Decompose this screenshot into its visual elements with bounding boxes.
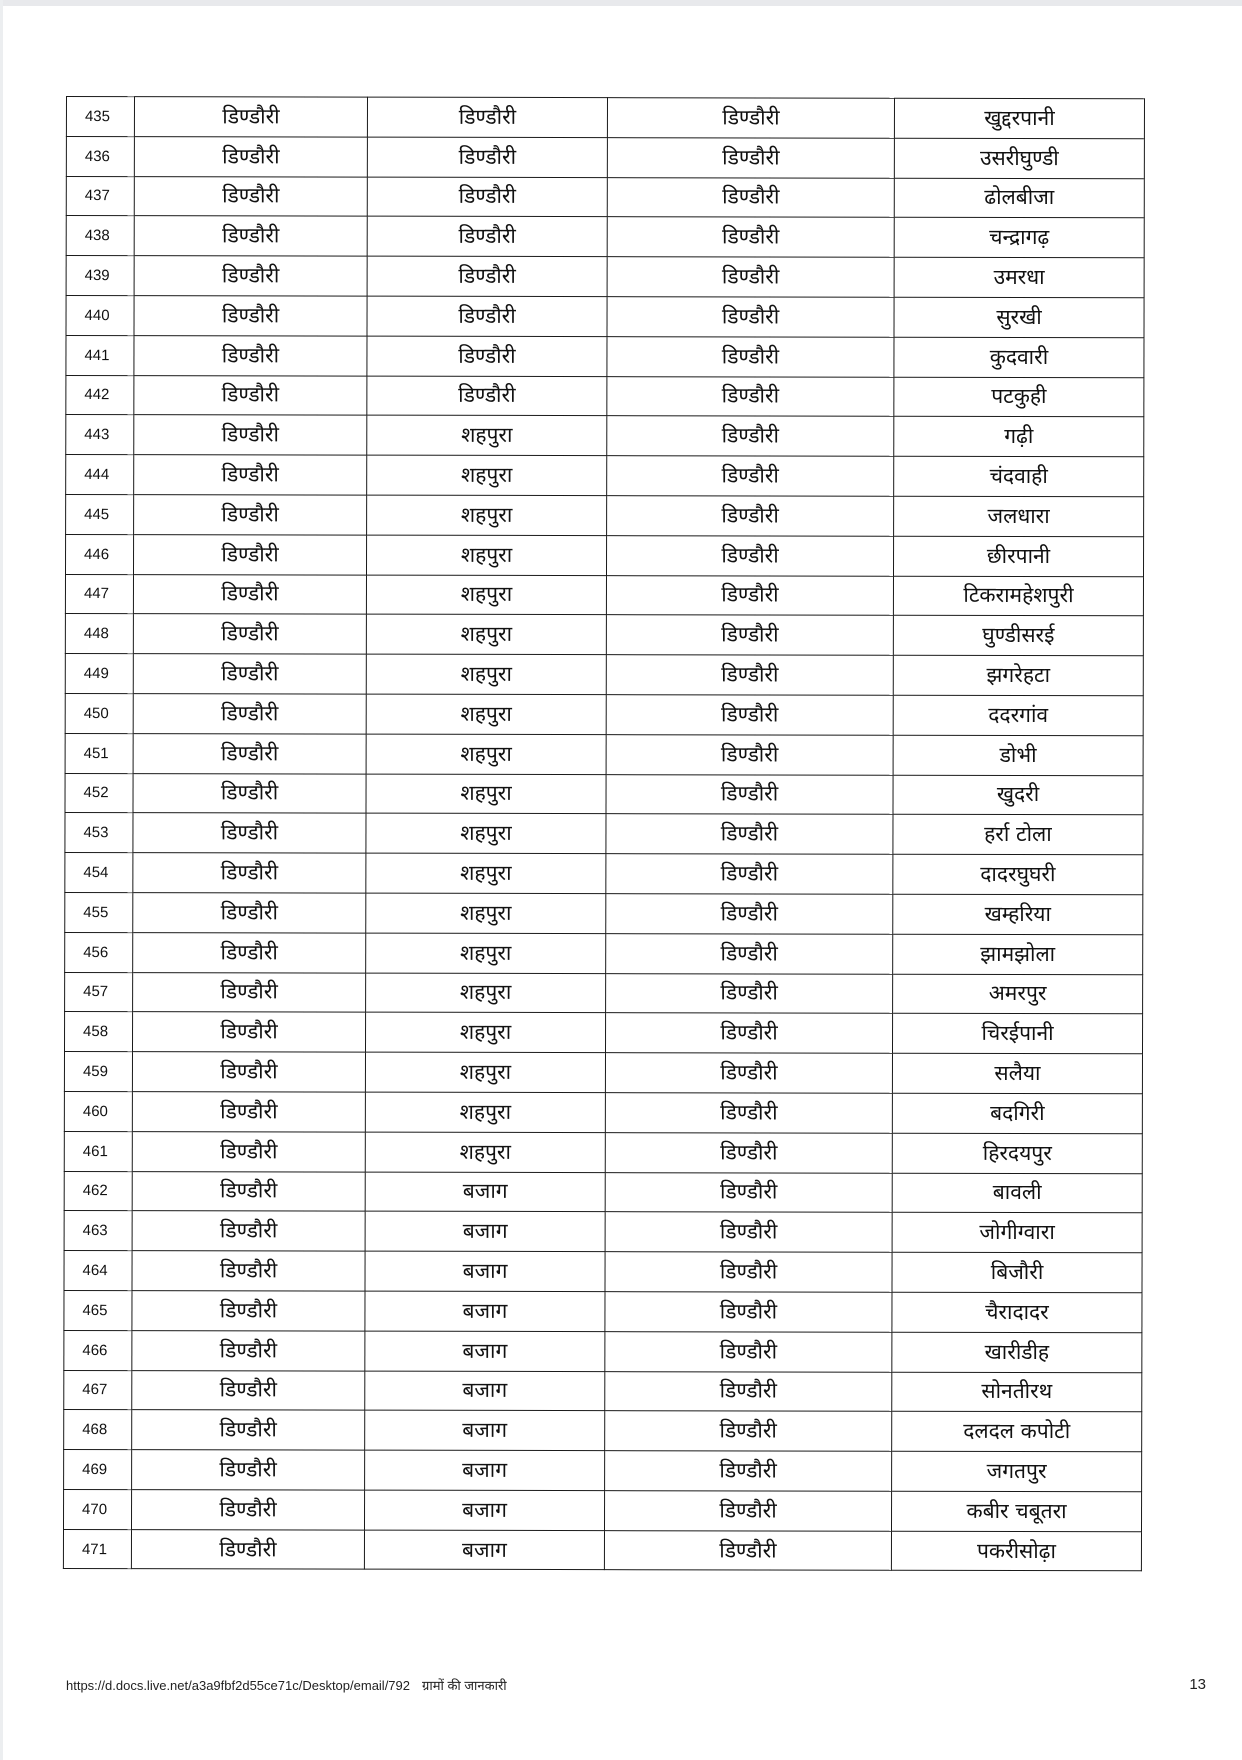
block-cell: शहपुरा	[365, 1052, 605, 1092]
table-row	[64, 1251, 1142, 1293]
block-cell: शहपुरा	[366, 694, 606, 734]
assembly-cell: डिण्डौरी	[607, 496, 894, 536]
serial-number-cell: 455	[65, 892, 133, 932]
block-cell: शहपुरा	[366, 614, 606, 654]
assembly-cell: डिण्डौरी	[606, 695, 893, 735]
block-cell: डिण्डौरी	[367, 137, 607, 177]
district-cell: डिण्डौरी	[133, 534, 366, 574]
assembly-cell: डिण्डौरी	[606, 575, 893, 615]
district-cell: डिण्डौरी	[133, 614, 366, 654]
serial-number-cell: 442	[66, 375, 134, 415]
village-cell: चिरईपानी	[892, 1014, 1142, 1054]
table-row	[64, 1330, 1142, 1372]
assembly-cell: डिण्डौरी	[606, 535, 893, 575]
district-cell: डिण्डौरी	[132, 1171, 365, 1211]
serial-number-cell: 445	[66, 494, 134, 534]
village-cell: सलैया	[892, 1053, 1142, 1093]
village-table-container	[63, 96, 1144, 1572]
serial-number-cell: 458	[64, 1012, 132, 1052]
block-cell: शहपुरा	[366, 813, 606, 853]
page-number: 13	[1189, 1676, 1206, 1693]
block-cell: शहपुरा	[366, 853, 606, 893]
block-cell: बजाग	[365, 1211, 605, 1251]
assembly-cell: डिण्डौरी	[604, 1530, 891, 1570]
block-cell: शहपुरा	[366, 575, 606, 615]
district-cell: डिण्डौरी	[134, 176, 367, 216]
village-cell: खुदरी	[893, 775, 1143, 815]
block-cell: शहपुरा	[366, 654, 606, 694]
village-cell: चन्द्रागढ़	[894, 218, 1144, 258]
block-cell: डिण्डौरी	[367, 217, 607, 257]
village-cell: हिरदयपुर	[892, 1133, 1142, 1173]
footer	[66, 1676, 507, 1694]
table-row	[64, 1211, 1142, 1253]
village-cell: पटकुही	[894, 377, 1144, 417]
table-row	[66, 295, 1144, 337]
table-row	[66, 455, 1144, 497]
district-cell: डिण्डौरी	[134, 375, 367, 415]
district-cell: डिण्डौरी	[132, 1012, 365, 1052]
assembly-cell: डिण्डौरी	[606, 854, 893, 894]
assembly-cell: डिण्डौरी	[606, 615, 893, 655]
serial-number-cell: 437	[66, 176, 134, 216]
table-row	[65, 853, 1143, 895]
village-cell: दादरघुघरी	[893, 854, 1143, 894]
block-cell: बजाग	[364, 1530, 604, 1570]
assembly-cell: डिण्डौरी	[605, 1013, 892, 1053]
table-row	[64, 1012, 1142, 1054]
block-cell: डिण्डौरी	[367, 336, 607, 376]
village-cell: गढ़ी	[894, 417, 1144, 457]
assembly-cell: डिण्डौरी	[605, 1451, 892, 1491]
table-row	[64, 1290, 1142, 1332]
assembly-cell: डिण्डौरी	[606, 973, 893, 1013]
village-cell: झगरेहटा	[893, 655, 1143, 695]
block-cell: शहपुरा	[367, 495, 607, 535]
block-cell: बजाग	[365, 1331, 605, 1371]
district-cell: डिण्डौरी	[132, 1410, 365, 1450]
village-cell: खुद्दरपानी	[894, 98, 1144, 138]
assembly-cell: डिण्डौरी	[607, 376, 894, 416]
district-cell: डिण्डौरी	[132, 1211, 365, 1251]
block-cell: डिण्डौरी	[367, 97, 607, 137]
serial-number-cell: 438	[66, 216, 134, 256]
village-cell: सुरखी	[894, 297, 1144, 337]
table-row	[65, 813, 1143, 855]
assembly-cell: डिण्डौरी	[604, 1491, 891, 1531]
block-cell: डिण्डौरी	[367, 177, 607, 217]
district-cell: डिण्डौरी	[134, 216, 367, 256]
district-cell: डिण्डौरी	[134, 415, 367, 455]
footer-url: https://d.docs.live.net/a3a9fbf2d55ce71c/Desktop/email/792	[66, 1678, 410, 1693]
serial-number-cell: 468	[64, 1410, 132, 1450]
table-row	[65, 892, 1143, 934]
serial-number-cell: 441	[66, 335, 134, 375]
district-cell: डिण्डौरी	[132, 1092, 365, 1132]
district-cell: डिण्डौरी	[134, 296, 367, 336]
table-row	[66, 97, 1144, 139]
assembly-cell: डिण्डौरी	[607, 336, 894, 376]
block-cell: शहपुरा	[367, 455, 607, 495]
district-cell: डिण्डौरी	[133, 932, 366, 972]
district-cell: डिण्डौरी	[134, 455, 367, 495]
block-cell: शहपुरा	[366, 774, 606, 814]
district-cell: डिण्डौरी	[133, 773, 366, 813]
table-row	[65, 733, 1143, 775]
table-row	[64, 1052, 1142, 1094]
village-cell: उसरीघुण्डी	[894, 138, 1144, 178]
district-cell: डिण्डौरी	[134, 335, 367, 375]
serial-number-cell: 449	[65, 654, 133, 694]
assembly-cell: डिण्डौरी	[605, 1132, 892, 1172]
serial-number-cell: 470	[63, 1489, 131, 1529]
table-row	[66, 136, 1144, 178]
assembly-cell: डिण्डौरी	[606, 894, 893, 934]
assembly-cell: डिण्डौरी	[607, 416, 894, 456]
serial-number-cell: 435	[66, 97, 134, 137]
village-cell: जलधारा	[894, 496, 1144, 536]
serial-number-cell: 457	[65, 972, 133, 1012]
block-cell: डिण्डौरी	[367, 376, 607, 416]
village-cell: दलदल कपोटी	[892, 1412, 1142, 1452]
district-cell: डिण्डौरी	[132, 1251, 365, 1291]
district-cell: डिण्डौरी	[133, 654, 366, 694]
village-cell: ढोलबीजा	[894, 178, 1144, 218]
table-row	[66, 375, 1144, 417]
table-row	[65, 534, 1143, 576]
village-cell: घुण्डीसरई	[893, 616, 1143, 656]
assembly-cell: डिण्डौरी	[607, 98, 894, 138]
serial-number-cell: 436	[66, 136, 134, 176]
serial-number-cell: 446	[65, 534, 133, 574]
assembly-cell: डिण्डौरी	[606, 933, 893, 973]
serial-number-cell: 443	[66, 415, 134, 455]
district-cell: डिण्डौरी	[133, 972, 366, 1012]
village-cell: उमरधा	[894, 257, 1144, 297]
serial-number-cell: 469	[64, 1450, 132, 1490]
table-row	[66, 256, 1144, 298]
assembly-cell: डिण्डौरी	[607, 297, 894, 337]
district-cell: डिण्डौरी	[132, 1370, 365, 1410]
block-cell: बजाग	[364, 1490, 604, 1530]
assembly-cell: डिण्डौरी	[607, 177, 894, 217]
block-cell: बजाग	[365, 1450, 605, 1490]
assembly-cell: डिण्डौरी	[607, 137, 894, 177]
table-row	[66, 176, 1144, 218]
district-cell: डिण्डौरी	[133, 893, 366, 933]
serial-number-cell: 466	[64, 1330, 132, 1370]
block-cell: डिण्डौरी	[367, 256, 607, 296]
assembly-cell: डिण्डौरी	[606, 655, 893, 695]
village-table	[63, 96, 1145, 1572]
district-cell: डिण्डौरी	[134, 256, 367, 296]
district-cell: डिण्डौरी	[132, 1052, 365, 1092]
serial-number-cell: 447	[65, 574, 133, 614]
serial-number-cell: 439	[66, 256, 134, 296]
village-cell: जोगीग्वारा	[892, 1213, 1142, 1253]
table-row	[64, 1410, 1142, 1452]
serial-number-cell: 463	[64, 1211, 132, 1251]
serial-number-cell: 440	[66, 295, 134, 335]
village-table-body	[63, 97, 1144, 1572]
table-row	[66, 335, 1144, 377]
district-cell: डिण्डौरी	[133, 694, 366, 734]
district-cell: डिण्डौरी	[132, 1291, 365, 1331]
serial-number-cell: 451	[65, 733, 133, 773]
block-cell: शहपुरा	[365, 1132, 605, 1172]
block-cell: बजाग	[365, 1371, 605, 1411]
assembly-cell: डिण्डौरी	[605, 1053, 892, 1093]
block-cell: शहपुरा	[367, 416, 607, 456]
assembly-cell: डिण्डौरी	[605, 1212, 892, 1252]
footer-doc-title: ग्रामों की जानकारी	[422, 1678, 507, 1693]
block-cell: शहपुरा	[366, 535, 606, 575]
village-cell: छीरपानी	[893, 536, 1143, 576]
block-cell: शहपुरा	[365, 1012, 605, 1052]
serial-number-cell: 448	[65, 614, 133, 654]
assembly-cell: डिण्डौरी	[607, 456, 894, 496]
serial-number-cell: 462	[64, 1171, 132, 1211]
block-cell: बजाग	[365, 1410, 605, 1450]
assembly-cell: डिण्डौरी	[607, 217, 894, 257]
assembly-cell: डिण्डौरी	[606, 734, 893, 774]
village-cell: अमरपुर	[893, 974, 1143, 1014]
village-cell: कबीर चबूतरा	[891, 1491, 1141, 1531]
district-cell: डिण्डौरी	[133, 853, 366, 893]
serial-number-cell: 461	[64, 1131, 132, 1171]
serial-number-cell: 450	[65, 693, 133, 733]
table-row	[66, 415, 1144, 457]
village-cell: जगतपुर	[892, 1451, 1142, 1491]
district-cell: डिण्डौरी	[132, 1450, 365, 1490]
district-cell: डिण्डौरी	[134, 97, 367, 137]
village-cell: पकरीसोढ़ा	[891, 1531, 1141, 1571]
district-cell: डिण्डौरी	[131, 1529, 364, 1569]
village-cell: चैरादादर	[892, 1292, 1142, 1332]
block-cell: बजाग	[365, 1291, 605, 1331]
table-row	[65, 773, 1143, 815]
table-row	[64, 1450, 1142, 1492]
district-cell: डिण्डौरी	[133, 574, 366, 614]
village-cell: कुदवारी	[894, 337, 1144, 377]
village-cell: बावली	[892, 1173, 1142, 1213]
serial-number-cell: 471	[63, 1529, 131, 1569]
assembly-cell: डिण्डौरी	[605, 1411, 892, 1451]
table-row	[65, 932, 1143, 974]
district-cell: डिण्डौरी	[131, 1490, 364, 1530]
village-cell: चंदवाही	[894, 456, 1144, 496]
block-cell: शहपुरा	[366, 933, 606, 973]
serial-number-cell: 453	[65, 813, 133, 853]
assembly-cell: डिण्डौरी	[606, 814, 893, 854]
assembly-cell: डिण्डौरी	[605, 1331, 892, 1371]
table-row	[64, 1171, 1142, 1213]
serial-number-cell: 452	[65, 773, 133, 813]
village-cell: सोनतीरथ	[892, 1372, 1142, 1412]
scan-edge-left	[0, 0, 3, 1760]
village-cell: बदगिरी	[892, 1093, 1142, 1133]
table-row	[66, 216, 1144, 258]
village-cell: टिकरामहेशपुरी	[893, 576, 1143, 616]
district-cell: डिण्डौरी	[134, 495, 367, 535]
village-cell: झामझोला	[893, 934, 1143, 974]
assembly-cell: डिण्डौरी	[605, 1252, 892, 1292]
serial-number-cell: 459	[64, 1052, 132, 1092]
district-cell: डिण्डौरी	[134, 136, 367, 176]
assembly-cell: डिण्डौरी	[606, 774, 893, 814]
village-cell: हर्रा टोला	[893, 815, 1143, 855]
table-row	[63, 1529, 1141, 1571]
block-cell: शहपुरा	[366, 973, 606, 1013]
scan-edge-top	[0, 0, 1242, 6]
table-row	[65, 972, 1143, 1014]
table-row	[64, 1091, 1142, 1133]
block-cell: डिण्डौरी	[367, 296, 607, 336]
assembly-cell: डिण्डौरी	[605, 1093, 892, 1133]
assembly-cell: डिण्डौरी	[605, 1172, 892, 1212]
village-cell: खारीडीह	[892, 1332, 1142, 1372]
district-cell: डिण्डौरी	[132, 1131, 365, 1171]
block-cell: बजाग	[365, 1251, 605, 1291]
serial-number-cell: 456	[65, 932, 133, 972]
village-cell: डोभी	[893, 735, 1143, 775]
village-cell: बिजौरी	[892, 1252, 1142, 1292]
table-row	[64, 1131, 1142, 1173]
table-row	[63, 1489, 1141, 1531]
serial-number-cell: 454	[65, 853, 133, 893]
assembly-cell: डिण्डौरी	[605, 1371, 892, 1411]
serial-number-cell: 467	[64, 1370, 132, 1410]
district-cell: डिण्डौरी	[133, 813, 366, 853]
serial-number-cell: 460	[64, 1091, 132, 1131]
block-cell: शहपुरा	[366, 893, 606, 933]
serial-number-cell: 465	[64, 1290, 132, 1330]
table-row	[65, 574, 1143, 616]
table-row	[65, 654, 1143, 696]
district-cell: डिण्डौरी	[132, 1330, 365, 1370]
block-cell: शहपुरा	[366, 734, 606, 774]
village-cell: ददरगांव	[893, 695, 1143, 735]
assembly-cell: डिण्डौरी	[607, 257, 894, 297]
table-row	[64, 1370, 1142, 1412]
serial-number-cell: 444	[66, 455, 134, 495]
assembly-cell: डिण्डौरी	[605, 1292, 892, 1332]
village-cell: खम्हरिया	[893, 894, 1143, 934]
block-cell: बजाग	[365, 1172, 605, 1212]
table-row	[65, 693, 1143, 735]
block-cell: शहपुरा	[365, 1092, 605, 1132]
table-row	[66, 494, 1144, 536]
serial-number-cell: 464	[64, 1251, 132, 1291]
district-cell: डिण्डौरी	[133, 733, 366, 773]
table-row	[65, 614, 1143, 656]
